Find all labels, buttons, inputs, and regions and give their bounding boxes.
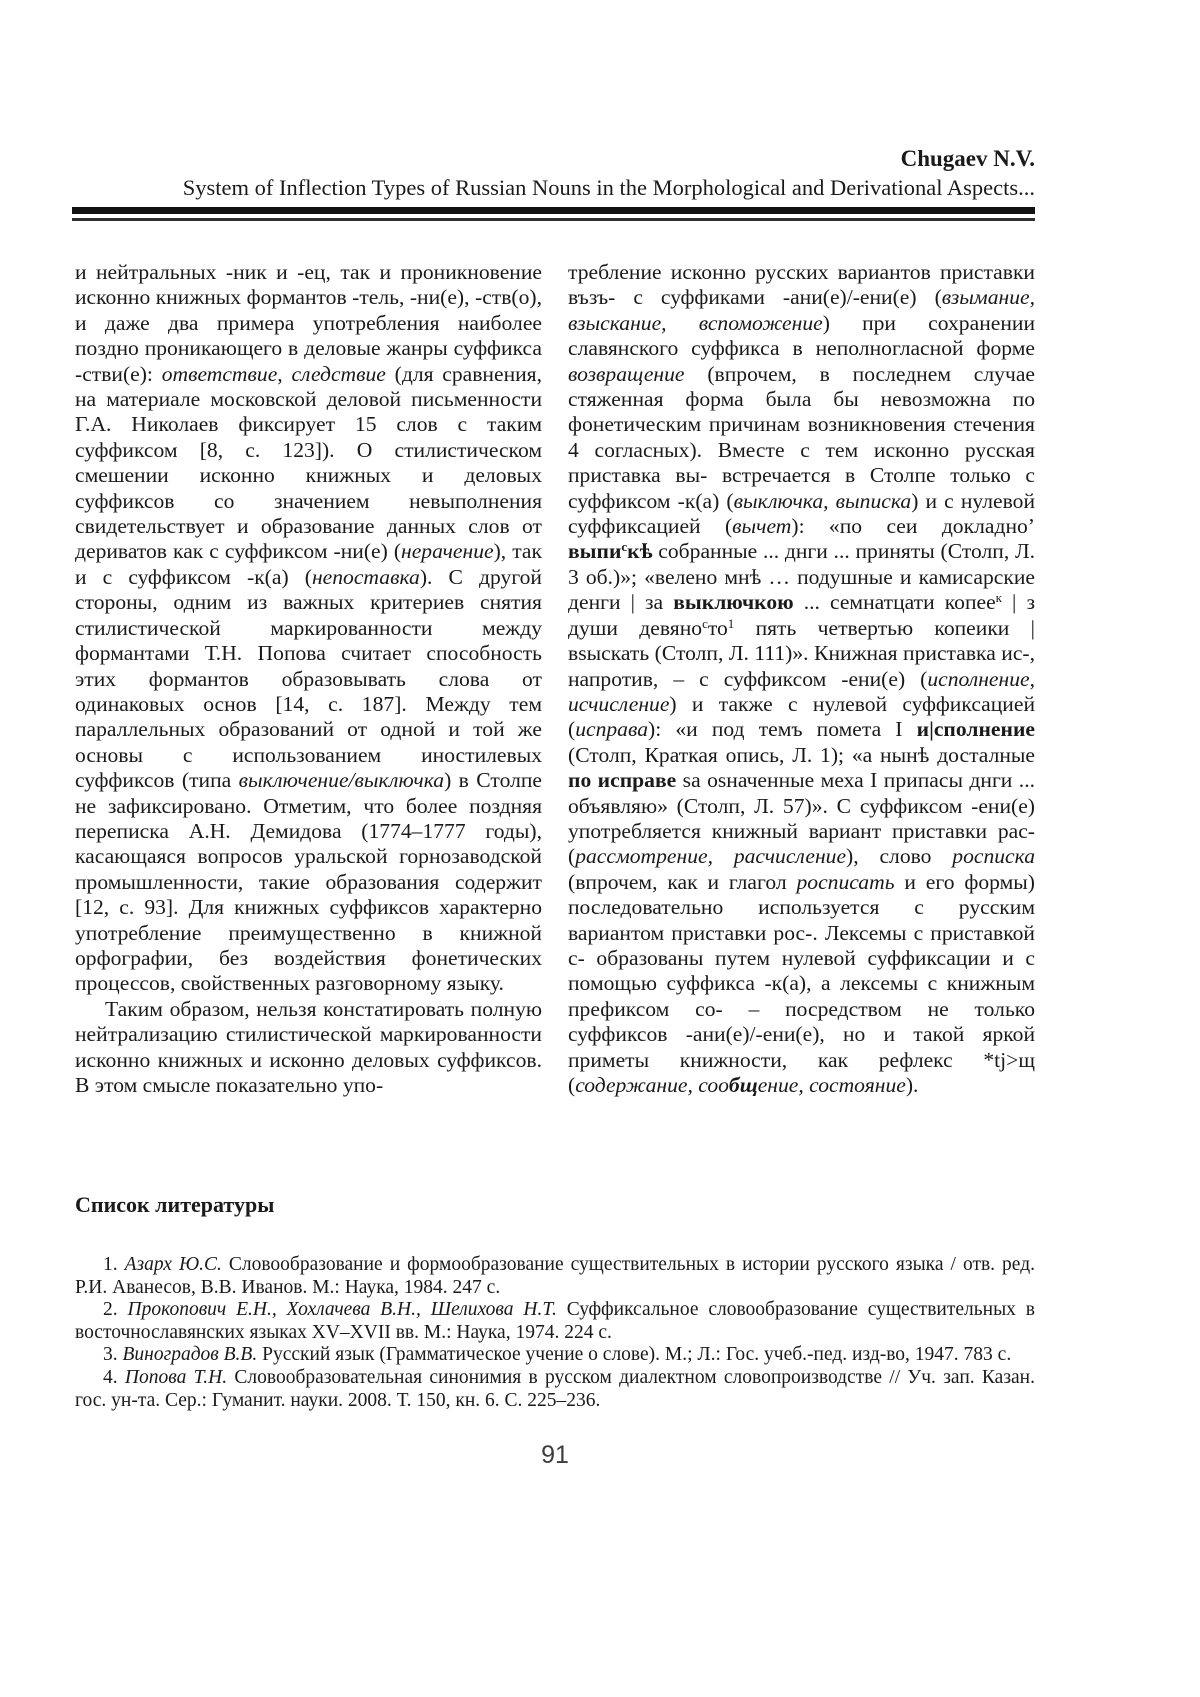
right-column [568,260,1035,1098]
body-columns [75,260,1035,1098]
divider-thin-line [72,218,1035,221]
references-section [75,1192,1035,1412]
references-heading: Список литературы [75,1192,275,1217]
left-column [75,260,542,1098]
reference-item-4: 4. Попова Т.Н. Словообразовательная синонимия в русском диалектном словопроизводстве // Уч. зап. Казан. гос. ун-та. Сер.: Гуманит. науки. 2008. Т. 150, кн. 6. С. 225–236. [75,1366,1035,1411]
running-head [75,144,1035,202]
running-head-author: Chugaev N.V. [900,146,1035,171]
page-number: 91 [541,1441,569,1469]
reference-item-3: 3. Виноградов В.В. Русский язык (Грамматическое учение о слове). М.; Л.: Гос. учеб.-пед. изд-во, 1947. 783 с. [103,1344,1012,1366]
paragraph-right-1: требление исконно русских вариантов приставки възъ- с суффиками -ани(е)/-ени(е) (взымание, взыскание, вспоможение) при сохранении славянского суффикса в неполногласной форме возвращение (впрочем, в последнем случае стяженная форма была бы невозможна по фонетическим причинам возникновения стечения 4 согласных). Вместе с тем исконно русская приставка вы- встречается в Столпе только с суффиксом -к(а) (выключка, выписка) и с нулевой суффиксацией (вычет): «по сеи докладно’ выпи$^с$кѣ собранные ... днги ... приняты (Столп, Л. 3 об.)»; «велено мнѣ … подушные и камисарские денги | за выключкою ... семнатцати копее$^к$ | з души $девяно^сто^1$ пять четвертью копеики | вsыскать (Столп, Л. 111)». Книжная приставка ис-, напротив, – с суффиксом -ени(е) (исполнение, исчисление) и также с нулевой суффиксацией (исправа): «и под темъ помета I и|сполнение (Столп, Краткая опись, Л. 1); «а нынѣ досталные по исправе sa оsначенные меха I припасы днги ... объявляю» (Столп, Л. 57)». С суффиксом -ени(е) употребляется книжный вариант приставки рас- (рассмотрение, расчисление), слово росписка (впрочем, как и глагол росписать и его формы) последовательно используется с русским вариантом приставки рос-. Лексемы с приставкой с- образованы путем нулевой суффиксации и с помощью суффикса -к(а), а лексемы с книжным префиксом со- – посредством не только суффиксов -ани(е)/-ени(е), но и такой яркой приметы книжности, как рефлекс *tj>щ (содержание, сообщение, состояние). [568,260,1036,1097]
divider-thick-line [72,207,1035,214]
reference-item-1: 1. Азарх Ю.С. Словообразование и формообразование существительных в истории русского языка / отв. ред. Р.И. Аванесов, В.В. Иванов. М.: Наука, 1984. 247 с. [75,1254,1036,1298]
running-head-title: System of Inflection Types of Russian Nouns in the Morphological and Derivational Aspects... [182,175,1035,200]
reference-item-2: 2. Прокопович Е.Н., Хохлачева В.Н., Шелихова Н.Т. Суффиксальное словообразование существительных в восточнославянских языках XV–XVII вв. М.: Наука, 1974. 224 с. [75,1299,1036,1343]
header-divider [72,207,1035,221]
paragraph-left-2: Таким образом, нельзя констатировать полную нейтрализацию стилистической маркированности исконно книжных и исконно деловых суффиксов. В этом смысле показательно упо- [75,996,542,1097]
paragraph-left-1: и нейтральных -ник и -ец, так и проникновение исконно книжных формантов -тель, -ни(е), -ств(о), и даже два примера употребления наиболее поздно проникающего в деловые жанры суффикса -стви(е): ответствие, следствие (для сравнения, на материале московской деловой письменности Г.А. Николаев фиксирует 15 слов с таким суффиксом [8, с. 123]). О стилистическом смешении исконно книжных и деловых суффиксов со значением невыполнения свидетельствует и образование данных слов от дериватов как с суффиксом -ни(е) (нерачение), так и с суффиксом -к(а) (непоставка). С другой стороны, одним из важных критериев снятия стилистической маркированности между формантами Т.Н. Попова считает способность этих формантов образовывать слова от одинаковых основ [14, с. 187]. Между тем параллельных образований от одной и той же основы с использованием иностилевых суффиксов (типа выключение/выключка) в Столпе не зафиксировано. Отметим, что более поздняя переписка А.Н. Демидова (1774–1777 годы), касающаяся вопросов уральской горнозаводской промышленности, такие образования содержит [12, с. 93]. Для книжных суффиксов характерно употребление преимущественно в книжной орфографии, без воздействия фонетических процессов, свойственных разговорному языку. [75,260,543,996]
